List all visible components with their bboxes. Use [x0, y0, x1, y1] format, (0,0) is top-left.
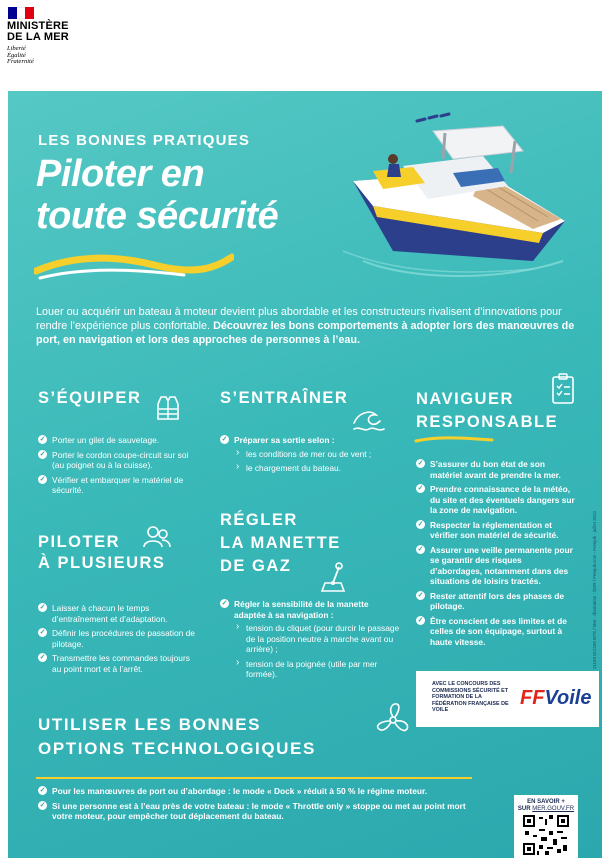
pilot-title-line-1: PILOTER [38, 533, 121, 551]
list-item: ✓ Porter un gilet de sauvetage. [38, 435, 190, 446]
list-item: ✓ Pour les manœuvres de port ou d’abordage : le mode « Dock » réduit à 50 % le régime moteur. [38, 786, 488, 797]
equip-list [38, 435, 190, 500]
navigate-title [416, 388, 558, 434]
motorboat-illustration [333, 111, 573, 286]
list-item: ✓ Rester attentif lors des phases de pilotage. [416, 591, 576, 612]
list-item: ✓ Porter le cordon coupe-circuit sur soi (au poignet ou à la cuisse). [38, 450, 190, 471]
navigate-divider [414, 436, 494, 444]
yellow-swoosh [34, 251, 234, 281]
title-line-2: toute sécurité [36, 195, 279, 237]
tech-title-line-1: UTILISER LES BONNES [38, 715, 262, 734]
more-info-box [514, 795, 578, 858]
list-item: ✓ Respecter la réglementation et vérifier son matériel de sécurité. [416, 520, 576, 541]
checklist-icon [550, 373, 576, 405]
list-item: ✓ Si une personne est à l’eau près de votre bateau : le mode « Throttle only » stoppe ou met au point mort votre moteur, pour empêcher tout déplacement du bateau. [38, 801, 488, 822]
throttle-list [220, 599, 400, 684]
list-item: ✓ Être conscient de ses limites et de celles de son équipage, surtout à haute vitesse. [416, 616, 576, 648]
throttle-lever-icon [318, 561, 348, 595]
intro-paragraph [36, 305, 576, 347]
navigate-title-line-2: RESPONSABLE [416, 413, 559, 431]
equip-title: S’ÉQUIPER [38, 389, 142, 407]
navigate-title-line-1: NAVIGUER [416, 390, 514, 408]
poster-kicker: LES BONNES PRATIQUES [38, 132, 251, 149]
list-item: ✓ Définir les procédures de passation de pilotage. [38, 628, 198, 649]
tech-title [38, 713, 316, 761]
train-title: S’ENTRAÎNER [220, 389, 349, 407]
pilot-list [38, 603, 198, 678]
more-info-title: EN SAVOIR + [527, 799, 565, 805]
throttle-title-line-1: RÉGLER [220, 511, 298, 529]
more-info-label [514, 799, 578, 813]
republic-motto [7, 46, 34, 66]
throttle-sublist [234, 623, 400, 680]
title-line-1: Piloter en [36, 153, 205, 195]
ffv-logo-ff: FF [520, 687, 545, 709]
list-item: ✓ Transmettre les commandes toujours au point mort et à l’arrêt. [38, 653, 198, 674]
more-info-prefix: SUR [517, 806, 531, 812]
tech-divider [34, 775, 474, 781]
motto-fraternite: Fraternité [7, 58, 34, 65]
ffv-partner-box [416, 671, 599, 727]
propeller-icon [374, 701, 412, 739]
train-intro: Préparer sa sortie selon : [234, 435, 335, 445]
french-flag-icon [8, 7, 34, 19]
credits: 21169 DICOM MTE / Mer - Illustration : ©DR / Freepik.com - Freepik - juillet 2023 [592, 511, 597, 669]
header [0, 0, 609, 90]
list-item: ✓ S’assurer du bon état de son matériel avant de prendre la mer. [416, 459, 576, 480]
ffv-logo-voile: Voile [544, 687, 592, 709]
poster-title [36, 153, 278, 237]
list-item: ✓ Vérifier et embarquer le matériel de sécurité. [38, 475, 190, 496]
list-item: ✓ Laisser à chacun le temps d’entraînement et d’adaptation. [38, 603, 198, 624]
tech-title-line-2: OPTIONS TECHNOLOGIQUES [38, 739, 316, 758]
intro-bold: Découvrez les bons comportements à adopter lors des manœuvres de port, en navigation et lors des approches de personnes à l’eau. [36, 320, 575, 346]
navigate-list [416, 459, 576, 651]
train-sublist [234, 449, 395, 474]
sub-item: › le chargement du bateau. [234, 463, 395, 474]
sub-item: › tension du cliquet (pour durcir le passage de la position neutre à marche avant ou arrière) ; [234, 623, 400, 655]
list-item [220, 435, 395, 474]
throttle-title-line-2: LA MANETTE [220, 534, 341, 552]
list-item: ✓ Prendre connaissance de la météo, du site et des éventuels dangers sur la zone de navigation. [416, 484, 576, 516]
motto-egalite: Égalité [7, 51, 26, 59]
throttle-intro: Régler la sensibilité de la manette adaptée à sa navigation : [234, 599, 369, 620]
sub-item: › les conditions de mer ou de vent ; [234, 449, 395, 460]
life-jacket-icon [154, 394, 182, 422]
ministry-line-1: MINISTÈRE [7, 20, 69, 32]
people-icon [142, 525, 172, 549]
pilot-title-line-2: À PLUSIEURS [38, 554, 166, 572]
ministry-line-2: DE LA MER [7, 31, 69, 43]
wave-icon [352, 409, 386, 435]
poster [8, 91, 602, 858]
list-item: ✓ Assurer une veille permanente pour se garantir des risques d’abordages, notamment dans des situations de loisirs tractés. [416, 545, 576, 587]
train-list [220, 435, 395, 478]
more-info-link[interactable]: MER.GOUV.FR [532, 806, 575, 812]
intro-text: Louer ou acquérir un bateau à moteur devient plus abordable et les constructeurs rivalisent d’innovations pour rendre l’expérience plus confortable. [36, 306, 562, 332]
ffv-logo [520, 687, 592, 709]
list-item [220, 599, 400, 680]
ministry-name [7, 21, 69, 43]
sub-item: › tension de la poignée (utile par mer formée). [234, 659, 400, 680]
qr-code-icon[interactable] [523, 815, 569, 855]
tech-list [38, 786, 488, 826]
partner-text: AVEC LE CONCOURS DES COMMISSIONS SÉCURITÉ ET FORMATION DE LA FÉDÉRATION FRANÇAISE DE VOILE [432, 681, 509, 714]
motto-liberte: Liberté [7, 45, 26, 52]
throttle-title-line-3: DE GAZ [220, 557, 292, 575]
